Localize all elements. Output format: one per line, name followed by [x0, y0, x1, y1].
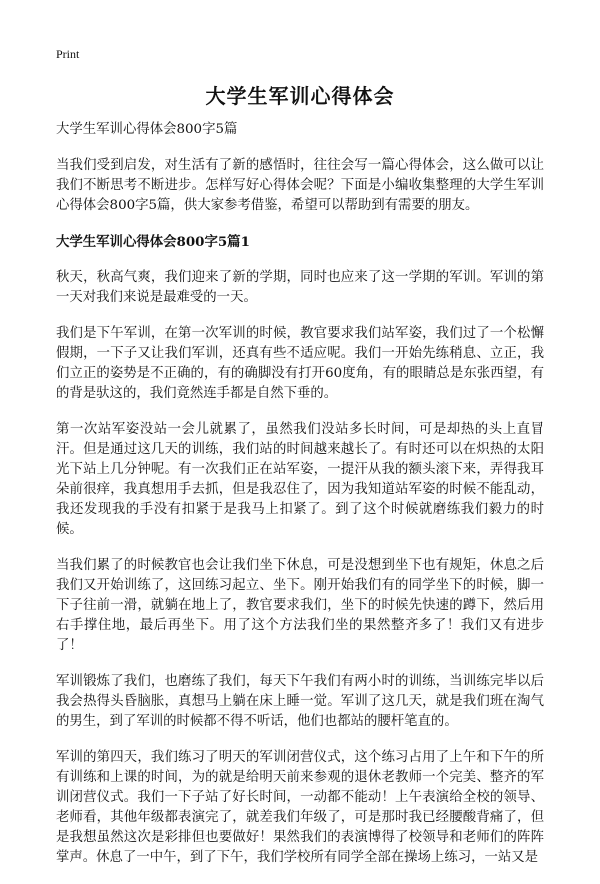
article-subtitle: 大学生军训心得体会800字5篇: [56, 122, 238, 137]
body-paragraph: 秋天，秋高气爽，我们迎来了新的学期，同时也应来了这一学期的军训。军训的第一天对我们来说是最难受的一天。: [56, 270, 544, 305]
print-link[interactable]: Print: [56, 47, 80, 61]
body-paragraph: 我们是下午军训，在第一次军训的时候，教官要求我们站军姿，我们过了一个松懈假期，一下子又让我们军训，还真有些不适应呢。我们一开始先练稍息、立正，我们立正的姿势是不正确的，有的确脚没有打开60度角，有的眼睛总是东张西望，有的背是驮这的，我们竟然连手都是自然下垂的。: [56, 326, 544, 401]
body-paragraph: 当我们累了的时候教官也会让我们坐下休息，可是没想到坐下也有规矩，休息之后我们又开始训练了，这回练习起立、坐下。刚开始我们有的同学坐下的时候，脚一下子往前一滑，就躺在地上了，教官要求我们，坐下的时候先快速的蹲下，然后用右手撑住地，最后再坐下。用了这个方法我们坐的果然整齐多了！我们又有进步了！: [56, 558, 544, 653]
body-paragraph: 军训锻炼了我们，也磨练了我们，每天下午我们有两小时的训练，当训练完毕以后我会热得头昏脑胀，真想马上躺在床上睡一觉。军训了这几天，就是我们班在淘气的男生，到了军训的时候都不得不听话，他们也都站的腰杆笔直的。: [56, 674, 544, 729]
intro-paragraph: 当我们受到启发，对生活有了新的感悟时，往往会写一篇心得体会，这么做可以让我们不断思考不断进步。怎样写好心得体会呢？下面是小编收集整理的大学生军训心得体会800字5篇，供大家参考借鉴，希望可以帮助到有需要的朋友。: [56, 158, 544, 213]
body-paragraph: 军训的第四天，我们练习了明天的军训闭营仪式，这个练习占用了上午和下午的所有训练和上课的时间，为的就是给明天前来参观的退休老教师一个完美、整齐的军训闭营仪式。我们一下子站了好长时间，一动都不能动！上午表演给全校的领导、老师看，其他年级都表演完了，就差我们年级了，可是那时我已经腰酸背痛了，但是我想虽然这次是彩排但也要做好！果然我们的表演博得了校领导和老师们的阵阵掌声。休息了一中午，到了下午，我们学校所有同学全部在操场上练习，一站又是: [56, 750, 544, 865]
page-title: 大学生军训心得体会: [205, 84, 395, 108]
body-paragraph: 第一次站军姿没站一会儿就累了，虽然我们没站多长时间，可是却热的头上直冒汗。但是通过这几天的训练，我们站的时间越来越长了。有时还可以在炽热的太阳光下站上几分钟呢。有一次我们正在站军姿，一提汗从我的额头滚下来，弄得我耳朵前很痒，我真想用手去抓，但是我忍住了，因为我知道站军姿的时候不能乱动，我还发现我的手没有扣紧于是我马上扣紧了。到了这个时候就磨练我们毅力的时候。: [56, 422, 544, 537]
article-body: [56, 120, 544, 884]
section-heading: 大学生军训心得体会800字5篇1: [56, 234, 250, 250]
